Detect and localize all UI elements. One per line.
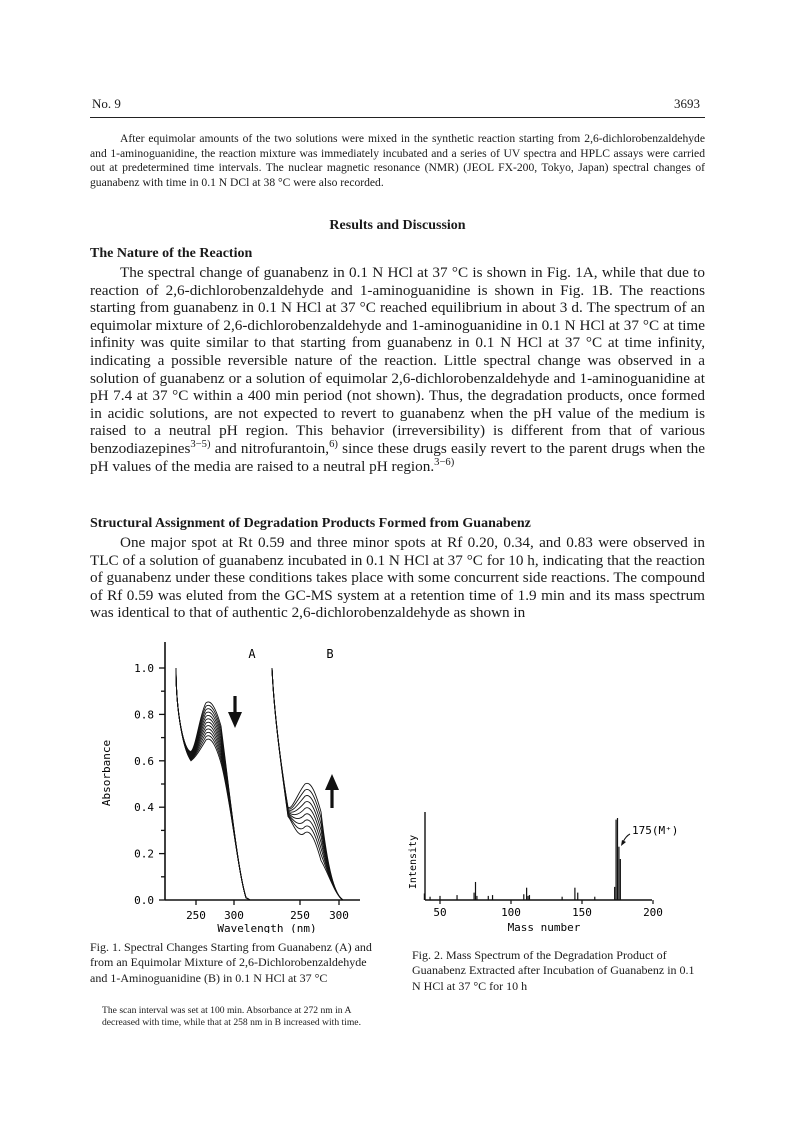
header-rule xyxy=(90,117,705,118)
ref-nitrofurantoin: 6) xyxy=(329,438,338,450)
section-title: Results and Discussion xyxy=(329,218,466,233)
fig2-xtick-label-50: 50 xyxy=(433,906,447,919)
fig1-xtick-label-a-250: 250 xyxy=(186,909,206,922)
fig1-y-ticks xyxy=(159,668,165,900)
subsection-title-structural: Structural Assignment of Degradation Products Formed from Guanabenz xyxy=(90,516,531,531)
fig1-x-axis-label: Wavelength (nm) xyxy=(217,922,317,933)
fig2-xtick-label-150: 150 xyxy=(572,906,592,919)
fig2-annotation-molecular-ion: 175(M⁺) xyxy=(632,824,679,837)
subsection-structural-text xyxy=(90,534,705,622)
fig1-curve-a xyxy=(176,668,250,900)
fig1-panel-label-b: B xyxy=(326,647,334,661)
fig1-ytick-label: 0.0 xyxy=(134,894,154,907)
figure2-caption: Fig. 2. Mass Spectrum of the Degradation Product of Guanabenz Extracted after Incubation of Guanabenz in 0.1 N HCl at 37 °C for 10 h xyxy=(412,948,695,993)
nature-text-part2: and nitrofurantoin, xyxy=(210,439,330,457)
fig1-y-axis-label: Absorbance xyxy=(100,739,113,807)
fig1-ytick-label: 0.6 xyxy=(134,754,154,768)
up-arrow-icon xyxy=(325,774,339,808)
fig2-annotation-arrow xyxy=(621,840,626,846)
figure2-mass-spectrum xyxy=(400,812,700,942)
fig1-curves-panel-a xyxy=(176,668,250,900)
ref-benzodiazepines: 3−5) xyxy=(190,438,211,450)
intro-paragraph: After equimolar amounts of the two solutions were mixed in the synthetic reaction starting from 2,6-dichlorobenzaldehyde and 1-aminoguanidine, the reaction mixture was immediately incubated and a series of UV spectra and HPLC assays were carried out at predetermined time intervals. The nuclear magnetic resonance (NMR) (JEOL FX-200, Tokyo, Japan) spectral changes of guanabenz with time in 0.1 N DCl at 38 °C were also recorded. xyxy=(90,132,705,189)
fig1-xtick-label-b-250: 250 xyxy=(290,909,310,922)
fig1-ytick-label: 0.8 xyxy=(134,708,154,722)
fig2-xtick-label-100: 100 xyxy=(501,906,521,919)
page-number: 3693 xyxy=(674,96,700,111)
subsection-nature-text xyxy=(90,264,705,475)
down-arrow-icon xyxy=(228,696,242,728)
figure1-caption: Fig. 1. Spectral Changes Starting from Guanabenz (A) and from an Equimolar Mixture of 2,6-Dichlorobenzaldehyde and 1-Aminoguanidine (B) in 0.1 N HCl at 37 °C xyxy=(90,940,372,985)
ref-parent-drugs: 3−6) xyxy=(434,456,455,468)
fig2-peaks xyxy=(424,818,620,900)
fig2-x-axis-label: Mass number xyxy=(507,921,581,934)
fig2-y-axis-label: Intensity xyxy=(408,834,419,890)
figure1-uv-spectra xyxy=(88,628,378,933)
fig1-xtick-label-b-300: 300 xyxy=(329,909,349,922)
fig1-ytick-label: 0.4 xyxy=(134,801,154,815)
nature-text-part1: The spectral change of guanabenz in 0.1 N HCl at 37 °C is shown in Fig. 1A, while that due to reaction of 2,6-dichlorobenzaldehyde and 1-aminoguanidine is shown in Fig. 1B. The reactions starting from guanabenz in 0.1 N HCl at 37 °C reached equilibrium in about 3 d. The spectrum of an equimolar mixture of 2,6-dichlorobenzaldehyde and 1-aminoguanidine in 0.1 N HCl at 37 °C at time infinity was quite similar to that starting from guanabenz in 0.1 N HCl at 37 °C at time infinity, indicating a possible reversible nature of the reaction. Little spectral change was observed in a solution of guanabenz or a solution of equimolar 2,6-dichlorobenzaldehyde and 1-aminoguanidine at pH 7.4 at 37 °C within a 400 min period (not shown). Thus, the degradation products, once formed in acidic solutions, are not expected to revert to guanabenz when the pH value of the medium is raised to a neutral pH region. This behavior (irreversibility) is different from that of various benzodiazepines xyxy=(90,264,705,457)
nature-text-part3: since these drugs easily revert to the parent drugs when the pH values of the media are raised to a neutral pH region. xyxy=(90,439,705,475)
structural-text: One major spot at Rt 0.59 and three minor spots at Rf 0.20, 0.34, and 0.83 were observed in TLC of a solution of guanabenz incubated in 0.1 N HCl at 37 °C for 10 h, indicating that the reaction of guanabenz under these conditions takes place with some concurrent side reactions. The compound of Rf 0.59 was eluted from the GC-MS system at a retention time of 1.9 min and its mass spectrum was identical to that of authentic 2,6-dichlorobenzaldehyde as shown in xyxy=(90,534,705,622)
fig2-annotation-pointer xyxy=(623,834,630,842)
fig2-xtick-label-200: 200 xyxy=(643,906,663,919)
page-header-journal-number: No. 9 xyxy=(92,96,121,111)
fig1-ytick-label: 1.0 xyxy=(134,662,154,675)
fig1-y-tick-labels xyxy=(134,662,154,907)
fig1-panel-label-a: A xyxy=(248,647,256,661)
figure1-note: The scan interval was set at 100 min. Absorbance at 272 nm in A decreased with time, while that at 258 nm in B increased with time. xyxy=(102,1005,361,1028)
fig1-ytick-label: 0.2 xyxy=(134,847,154,861)
subsection-title-nature: The Nature of the Reaction xyxy=(90,246,253,261)
fig1-xtick-label-a-300: 300 xyxy=(224,909,244,922)
